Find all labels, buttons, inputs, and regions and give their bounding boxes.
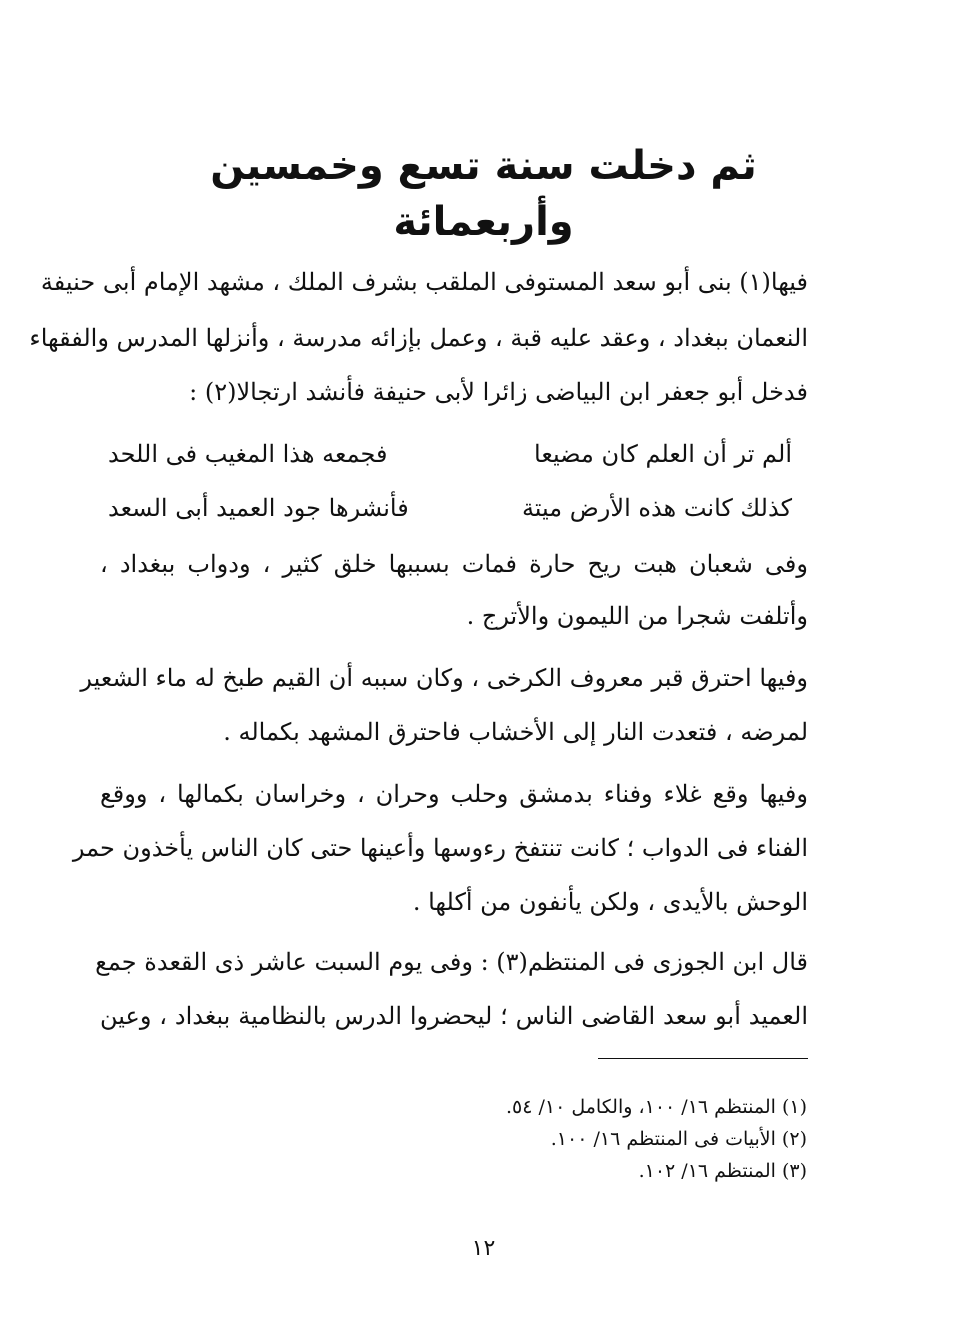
footnote: (٢) الأبيات فى المنتظم ١٦/ ١٠٠.: [550, 1128, 807, 1150]
paragraph-line: الفناء فى الدواب ؛ كانت تنتفخ رءوسها وأعينها حتى كان الناس يأخذون حمر: [72, 834, 808, 862]
footnote-divider: [598, 1058, 808, 1059]
footnote: (١) المنتظم ١٦/ ١٠٠، والكامل ١٠/ ٥٤.: [505, 1096, 807, 1118]
poem-verse: [100, 434, 800, 474]
paragraph-line: العميد أبو سعد القاضى الناس ؛ ليحضروا الدرس بالنظامية ببغداد ، وعين: [100, 1002, 808, 1030]
chapter-title: ثم دخلت سنة تسع وخمسين وأربعمائة: [210, 143, 757, 245]
footnote: (٣) المنتظم ١٦/ ١٠٢.: [638, 1160, 807, 1182]
page-number: ١٢: [471, 1236, 496, 1261]
paragraph-line: النعمان ببغداد ، وعقد عليه قبة ، وعمل بإزائه مدرسة ، وأنزلها المدرس والفقهاء: [29, 324, 808, 352]
verse-second-hemistich: فجمعه هذا المغيب فى اللحد: [108, 440, 388, 468]
verse-first-hemistich: كذلك كانت هذه الأرض ميتة: [521, 494, 792, 522]
paragraph-line: الوحش بالأيدى ، ولكن يأنفون من أكلها .: [412, 888, 808, 916]
paragraph-line: فدخل أبو جعفر ابن البياضى زائرا لأبى حنيفة فأنشد ارتجالا(٢) :: [189, 378, 808, 406]
paragraph-line: قال ابن الجوزى فى المنتظم(٣) : وفى يوم السبت عاشر ذى القعدة جمع: [95, 948, 808, 976]
paragraph-line: وفيها احترق قبر معروف الكرخى ، وكان سببه أن القيم طبخ له ماء الشعير: [80, 664, 808, 692]
verse-first-hemistich: ألم تر أن العلم كان مضيعا: [534, 440, 792, 468]
paragraph-line: وفى شعبان هبت ريح حارة فمات بسببها خلق كثير ، ودواب ببغداد ،: [100, 550, 808, 578]
verse-second-hemistich: فأنشرها جود العميد أبى السعد: [108, 494, 409, 522]
paragraph-line: وأتلفت شجرا من الليمون والأترج .: [466, 602, 808, 630]
paragraph-line: لمرضه ، فتعدت النار إلى الأخشاب فاحترق المشهد بكماله .: [223, 718, 808, 746]
paragraph-line: فيها(١) بنى أبو سعد المستوفى الملقب بشرف الملك ، مشهد الإمام أبى حنيفة: [40, 268, 808, 296]
paragraph-line: وفيها وقع غلاء وفناء بدمشق وحلب وحران ، وخراسان بكمالها ، ووقع: [100, 780, 808, 808]
poem-verse: [100, 488, 800, 528]
